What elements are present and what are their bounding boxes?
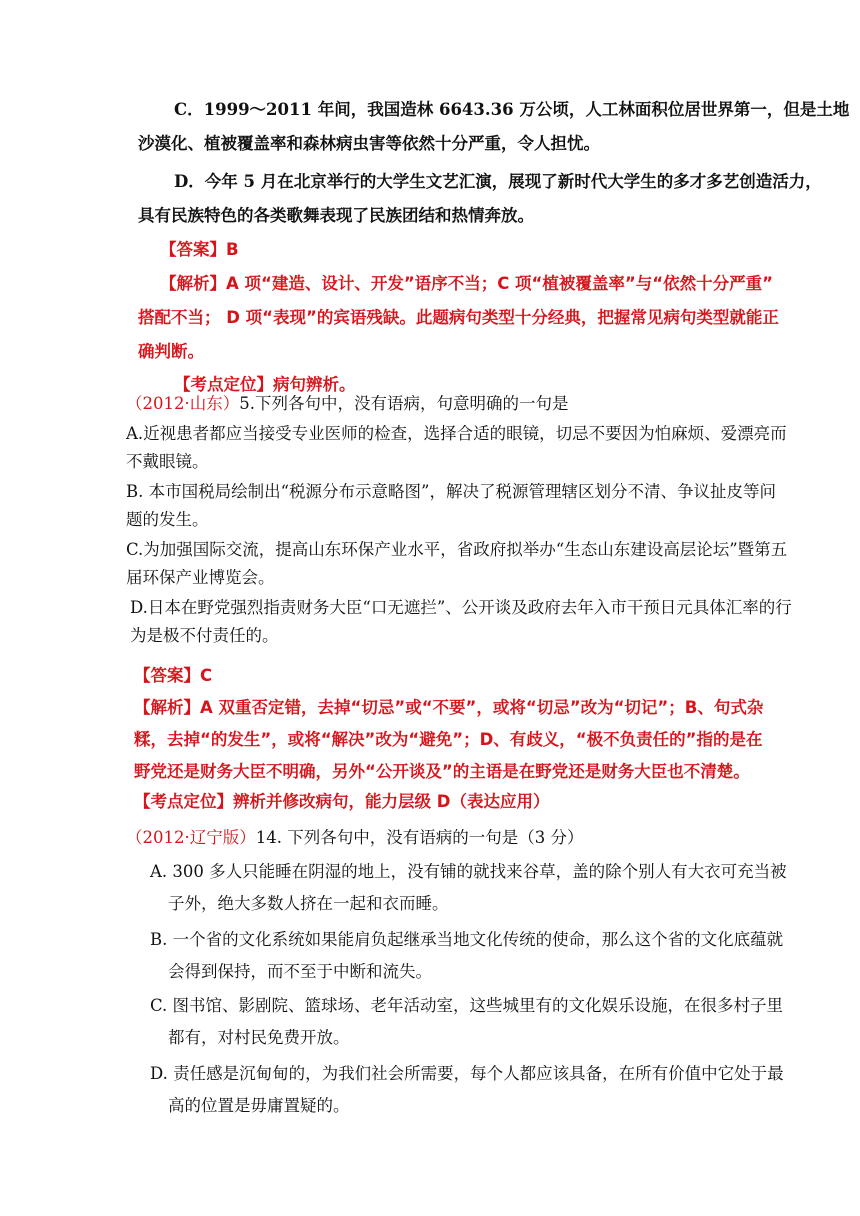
prev-answer-value: B — [226, 240, 239, 259]
shandong-analysis-line1: 【解析】A 双重否定错，去掉“切忌”或“不要”，或将“切忌”改为“切记”；B、句式杂 — [134, 698, 764, 717]
liaoning-source: （2012·辽宁版） — [126, 828, 256, 847]
shandong-analysis-line3: 野党还是财务大臣不明确，另外“公开谈及”的主语是在野党还是财务大臣也不清楚。 — [134, 762, 750, 781]
liaoning-option-a-line1: A. 300 多人只能睡在阴湿的地上，没有铺的就找来谷草，盖的除个别人有大衣可充当被 — [150, 862, 787, 881]
prev-keypoint: 【考点定位】病句辨析。 — [174, 375, 356, 394]
liaoning-option-c-line2: 都有，对村民免费开放。 — [168, 1028, 350, 1047]
prev-answer — [160, 240, 239, 260]
prev-analysis-line1: 【解析】A 项“建造、设计、开发”语序不当；C 项“植被覆盖率”与“依然十分严重” — [160, 274, 773, 293]
shandong-keypoint: 【考点定位】辨析并修改病句，能力层级 D（表达应用） — [134, 792, 550, 811]
prev-analysis-line2: 搭配不当； D 项“表现”的宾语残缺。此题病句类型十分经典，把握常见病句类型就能正 — [138, 308, 779, 327]
shandong-option-c-line2: 届环保产业博览会。 — [126, 568, 275, 587]
liaoning-option-b-line2: 会得到保持，而不至于中断和流失。 — [168, 962, 432, 981]
shandong-option-b-line2: 题的发生。 — [126, 510, 209, 529]
prev-analysis-line3: 确判断。 — [138, 342, 204, 361]
prev-option-c-line1: C．1999～2011 年间，我国造林 6643.36 万公顷，人工林面积位居世界第一，但是土地 — [174, 100, 850, 119]
prev-option-d-line1: D．今年 5 月在北京举行的大学生文艺汇演，展现了新时代大学生的多才多艺创造活力， — [174, 172, 822, 191]
shandong-option-d-line2: 为是极不付责任的。 — [130, 626, 279, 645]
shandong-option-d-line1: D.日本在野党强烈指责财务大臣“口无遮拦”、公开谈及政府去年入市干预日元具体汇率的行 — [130, 598, 792, 617]
liaoning-option-d-line1: D. 责任感是沉甸甸的，为我们社会所需要，每个人都应该具备，在所有价值中它处于最 — [150, 1064, 784, 1083]
liaoning-stem: 14. 下列各句中，没有语病的一句是（3 分） — [255, 828, 584, 847]
shandong-answer-tag: 【答案】 — [134, 666, 200, 685]
shandong-source: （2012·山东） — [126, 394, 240, 413]
prev-option-d-line2: 具有民族特色的各类歌舞表现了民族团结和热情奔放。 — [138, 206, 534, 225]
shandong-stem: 5.下列各句中，没有语病，句意明确的一句是 — [239, 394, 569, 413]
shandong-answer — [134, 666, 212, 686]
prev-answer-tag: 【答案】 — [160, 240, 226, 259]
liaoning-option-a-line2: 子外，绝大多数人挤在一起和衣而睡。 — [168, 894, 449, 913]
shandong-option-a-line1: A.近视患者都应当接受专业医师的检查，选择合适的眼镜，切忌不要因为怕麻烦、爱漂亮而 — [126, 424, 787, 443]
shandong-question-stem — [126, 394, 569, 414]
liaoning-option-d-line2: 高的位置是毋庸置疑的。 — [168, 1096, 350, 1115]
liaoning-question-stem — [126, 828, 583, 848]
shandong-option-a-line2: 不戴眼镜。 — [126, 452, 209, 471]
shandong-option-b-line1: B. 本市国税局绘制出“税源分布示意略图”，解决了税源管理辖区划分不清、争议扯皮等问 — [126, 482, 776, 501]
liaoning-option-b-line1: B. 一个省的文化系统如果能肩负起继承当地文化传统的使命，那么这个省的文化底蕴就 — [150, 930, 784, 949]
shandong-answer-value: C — [200, 666, 213, 685]
liaoning-option-c-line1: C. 图书馆、影剧院、篮球场、老年活动室，这些城里有的文化娱乐设施，在很多村子里 — [150, 996, 784, 1015]
shandong-analysis-line2: 糅，去掉“的发生”，或将“解决”改为“避免”；D、有歧义，“极不负责任的”指的是在 — [134, 730, 763, 749]
shandong-option-c-line1: C.为加强国际交流，提高山东环保产业水平，省政府拟举办“生态山东建设高层论坛”暨第五 — [126, 540, 788, 559]
prev-option-c-line2: 沙漠化、植被覆盖率和森林病虫害等依然十分严重，令人担忧。 — [138, 134, 600, 153]
